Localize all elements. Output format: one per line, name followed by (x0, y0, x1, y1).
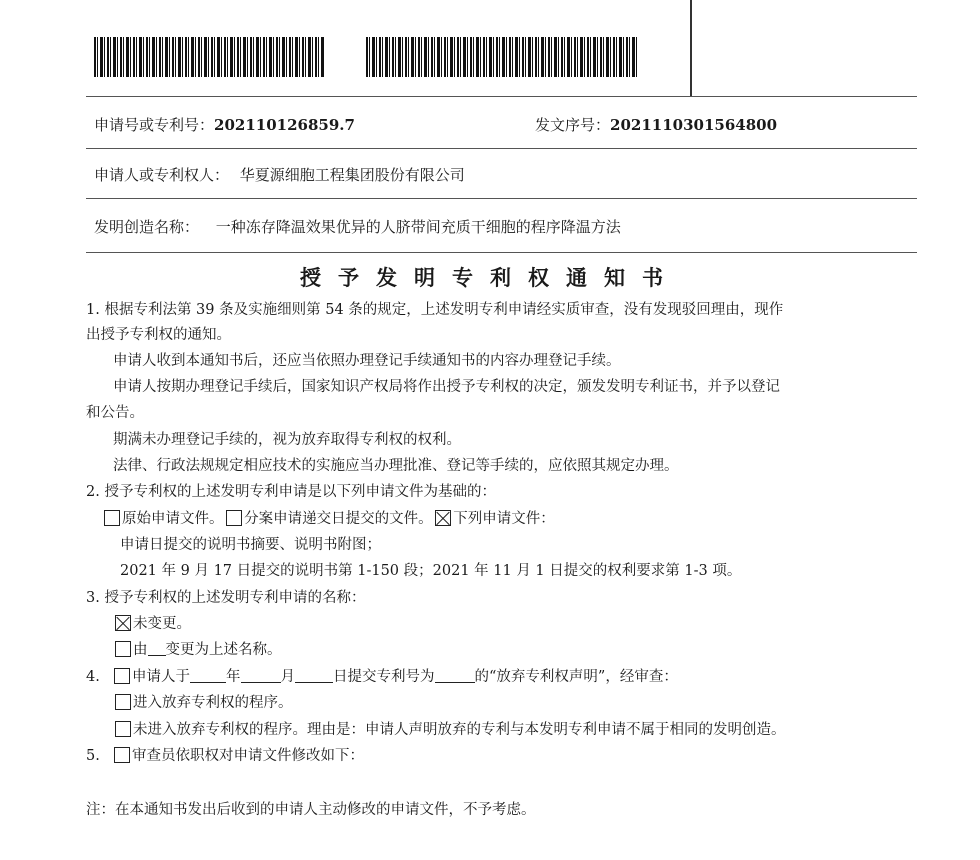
invention-name (94, 216, 621, 237)
blank-day (295, 668, 333, 683)
s4-number: 4. (86, 669, 100, 685)
label-entered: 进入放弃专利权的程序。 (133, 695, 293, 711)
applicant (94, 164, 465, 185)
s4-opt-not-entered (115, 720, 786, 740)
s1-line7: 法律、行政法规规定相应技术的实施应当办理批准、登记等手续的，应依照其规定办理。 (113, 458, 679, 474)
s3-opt-unchanged (115, 614, 191, 634)
checkbox-abandon[interactable] (114, 668, 130, 684)
applicant-label: 申请人或专利权人： (94, 166, 230, 184)
s4-text-day: 日提交专利号为 (333, 669, 435, 685)
blank-year (190, 668, 226, 683)
s5-line (86, 746, 364, 766)
s2-detail1: 申请日提交的说明书摘要、说明书附图； (120, 537, 381, 553)
label-divisional: 分案申请递交日提交的文件。 (244, 511, 433, 527)
label-changed-post: 变更为上述名称。 (165, 642, 282, 658)
s5-number: 5. (86, 748, 100, 764)
s1-line4: 申请人按期办理登记手续后，国家知识产权局将作出授予专利权的决定，颁发发明专利证书，并予以登记 (113, 379, 780, 395)
label-unchanged: 未变更。 (133, 616, 191, 632)
barcode-left (94, 37, 324, 77)
invention-name-value: 一种冻存降温效果优异的人脐带间充质干细胞的程序降温方法 (215, 218, 621, 236)
rule-1 (86, 96, 917, 97)
label-original: 原始申请文件。 (122, 511, 224, 527)
checkbox-examiner-amend[interactable] (114, 747, 130, 763)
document-number-label: 发文序号： (535, 116, 611, 134)
s4-text-b: 的“放弃专利权声明”，经审查： (474, 669, 678, 685)
s4-text-a: 申请人于 (132, 669, 190, 685)
s1-line1: 1. 根据专利法第 39 条及实施细则第 54 条的规定，上述发明专利申请经实质审查，没有发现驳回理由，现作 (86, 302, 784, 318)
label-not-entered: 未进入放弃专利权的程序。理由是：申请人声明放弃的专利与本发明专利申请不属于相同的发明创造。 (133, 722, 786, 738)
s4-opt-entered (115, 693, 293, 713)
checkbox-following-checked[interactable] (435, 510, 451, 526)
s4-line (86, 667, 678, 687)
invention-name-label: 发明创造名称： (94, 218, 200, 236)
rule-3 (86, 198, 917, 199)
s1-line2: 出授予专利权的通知。 (86, 327, 231, 343)
checkbox-not-entered[interactable] (115, 721, 131, 737)
checkbox-changed[interactable] (115, 641, 131, 657)
s4-text-year: 年 (226, 669, 241, 685)
checkbox-divisional[interactable] (226, 510, 242, 526)
applicant-value: 华夏源细胞工程集团股份有限公司 (239, 166, 465, 184)
label-following: 下列申请文件： (453, 511, 555, 527)
document-number-value: 2021110301564800 (610, 116, 778, 134)
rule-2 (86, 148, 917, 149)
document-number (535, 114, 777, 135)
checkbox-unchanged-checked[interactable] (115, 615, 131, 631)
frame-divider (690, 0, 692, 96)
application-number-value: 202110126859.7 (214, 116, 355, 134)
s1-line6: 期满未办理登记手续的，视为放弃取得专利权的权利。 (113, 432, 461, 448)
application-number (94, 114, 355, 135)
barcode-right (366, 37, 637, 77)
footer-note: 注：在本通知书发出后收到的申请人主动修改的申请文件，不予考虑。 (86, 802, 536, 818)
blank-name (148, 641, 166, 656)
s5-text: 审查员依职权对申请文件修改如下： (132, 748, 364, 764)
s2-heading: 2. 授予专利权的上述发明专利申请是以下列申请文件为基础的： (86, 484, 496, 500)
checkbox-entered[interactable] (115, 694, 131, 710)
s1-line5: 和公告。 (86, 405, 144, 421)
s2-options (104, 509, 555, 529)
s2-detail2: 2021 年 9 月 17 日提交的说明书第 1-150 段；2021 年 11 月 1 日提交的权利要求第 1-3 项。 (120, 563, 742, 579)
checkbox-original[interactable] (104, 510, 120, 526)
s4-text-month: 月 (280, 669, 295, 685)
blank-month (241, 668, 281, 683)
s3-heading: 3. 授予专利权的上述发明专利申请的名称： (86, 590, 366, 606)
blank-patent-no (435, 668, 475, 683)
s1-line3: 申请人收到本通知书后，还应当依照办理登记手续通知书的内容办理登记手续。 (113, 353, 621, 369)
label-changed-pre: 由 (133, 642, 148, 658)
notice-title: 授予发明专利权通知书 (300, 265, 680, 290)
s3-opt-changed (115, 640, 282, 660)
rule-4 (86, 252, 917, 253)
application-number-label: 申请号或专利号： (94, 116, 215, 134)
